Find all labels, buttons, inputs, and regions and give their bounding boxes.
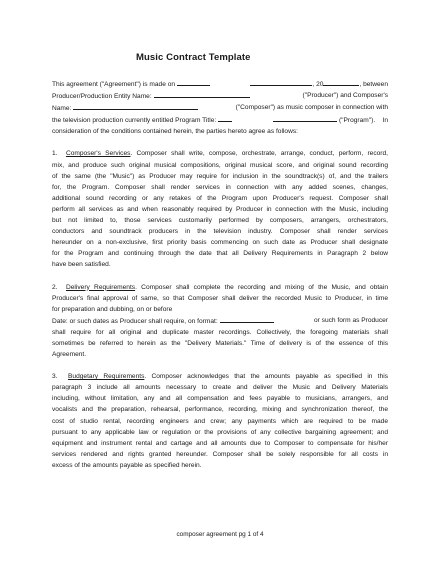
intro-text-a: the television production currently entitled Program Title:: [52, 117, 217, 125]
section-heading: Composer's Services: [65, 150, 131, 158]
intro-text: [273, 114, 388, 126]
section-number: 1.: [52, 150, 58, 158]
intro-line: [52, 78, 388, 90]
section-line: of the same (the "Music") as Producer may require for inclusion in the soundtrack(s) of, and the trailers: [52, 172, 388, 180]
intro-text-b: ("Producer") and Composer's: [302, 92, 388, 100]
intro-text: [52, 114, 232, 126]
intro-paragraph: [52, 78, 388, 137]
section-line: have been satisfied.: [52, 261, 111, 269]
section-text-a: Date: or such dates as Producer shall require, on format:: [52, 317, 218, 325]
section-line: mix, and produce such original musical compositions, original musical score, and original sound recording: [52, 161, 388, 169]
format-blank[interactable]: [220, 315, 274, 323]
section-line: including, without limitation, any and all compensation and fees payable to musicians, arrangers, and: [52, 395, 388, 403]
intro-text-a: Name:: [52, 105, 72, 113]
section-number: 3.: [52, 373, 58, 381]
intro-text-c: In: [382, 117, 388, 125]
section-text: . Composer acknowledges that the amounts payable as specified in this: [144, 373, 388, 381]
section-heading: Budgetary Requirements: [68, 373, 145, 381]
intro-text-a: Producer/Production Entity Name:: [52, 93, 152, 101]
section-line: [52, 315, 388, 327]
intro-text-b: , 20: [312, 81, 324, 88]
intro-text: [52, 78, 210, 90]
intro-text: [52, 102, 198, 114]
intro-line: [52, 90, 388, 102]
page-footer: composer agreement pg 1 of 4: [176, 531, 264, 538]
section-3-paragraph: [52, 371, 388, 471]
section-line: but not limited to, those services customarily performed by composers, arrangers, orchestrators,: [52, 217, 388, 225]
section-line: hereunder on a non-exclusive, first priority basis commencing on such date as Producer shall designate: [52, 239, 388, 247]
section-line: vocalists and the preparation, rehearsal, performance, recording, mixing and synchronization thereof, the: [52, 406, 388, 414]
intro-text-c: , between: [359, 81, 388, 88]
section-line: Producer's final approval of same, so that Composer shall deliver the recorded Music to Producer, in time: [52, 294, 388, 302]
composer-name-blank[interactable]: [73, 102, 198, 110]
section-text: . Composer shall write, compose, orchestrate, arrange, conduct, perform, record,: [130, 150, 388, 158]
section-text-b: or such form as Producer: [313, 316, 388, 324]
section-line: conductors and soundtrack producers in the television industry. Composer shall render services: [52, 228, 388, 236]
section-line: [52, 148, 388, 159]
producer-name-blank[interactable]: [154, 90, 250, 98]
section-number: 2.: [52, 283, 58, 291]
intro-text-b: ("Program").: [338, 117, 376, 125]
section-line: equipment and instrument rental and cartage and all amounts due to Composer to compensate for his/her: [52, 439, 388, 447]
intro-text: [52, 90, 250, 102]
document-body: [52, 78, 388, 482]
section-line: perform all services as and when reasonably required by Producer in connection with the Music, including: [52, 205, 388, 213]
section-line: [52, 371, 388, 382]
intro-text: [250, 78, 388, 90]
section-line: [52, 282, 388, 293]
intro-line: consideration of the conditions contained herein, the parties hereto agree as follows:: [52, 128, 298, 136]
section-line: cost of studio rental, recording engineers and crew; any payments which are required to be made: [52, 417, 388, 425]
section-line: for, the Program. Composer shall render services in connection with any added scenes, changes,: [52, 183, 388, 191]
section-text: . Composer shall complete the recording and mixing of the Music, and obtain: [135, 283, 388, 291]
section-2-paragraph: [52, 282, 388, 361]
program-title-blank-2[interactable]: [273, 114, 337, 122]
section-line: paragraph 3 include all amounts necessary to create and deliver the Music and Delivery Materials: [52, 384, 388, 392]
intro-text-b: ("Composer") as music composer in connection with: [235, 104, 388, 112]
date-month-blank[interactable]: [250, 78, 312, 86]
section-line: for preparation and dubbing, on or before: [52, 305, 173, 313]
date-year-blank[interactable]: [323, 78, 359, 86]
section-line: excess of the amounts payable as specified herein.: [52, 461, 202, 469]
document-title: Music Contract Template: [136, 52, 251, 63]
section-line: services rendered and rights granted hereunder. Composer shall be solely responsible for all costs in: [52, 450, 388, 458]
section-line: sometimes be referred to herein as the "Delivery Materials." Time of delivery is of the essence of this: [52, 339, 388, 347]
section-line: shall require for all original and duplicate master recordings. Collectively, the foregoing materials shall: [52, 328, 388, 336]
section-line: for the Program and continuing through the date that all Delivery Requirements in Paragraph 2 below: [52, 250, 388, 258]
section-1-paragraph: [52, 148, 388, 270]
intro-text-a: This agreement ("Agreement") is made on: [52, 81, 176, 88]
section-line: Agreement.: [52, 351, 87, 359]
intro-line: [52, 114, 388, 126]
section-line: additional sound recording or any retakes of the Program upon Producer's request. Composer shall: [52, 194, 388, 202]
program-title-blank[interactable]: [218, 114, 232, 122]
section-heading: Delivery Requirements: [66, 283, 136, 291]
section-text: [52, 315, 274, 327]
intro-line: [52, 102, 388, 114]
section-line: pursuant to any applicable law or regulation or the provisions of any collective bargaining agreement; and: [52, 428, 388, 436]
date-day-blank[interactable]: [177, 78, 210, 86]
